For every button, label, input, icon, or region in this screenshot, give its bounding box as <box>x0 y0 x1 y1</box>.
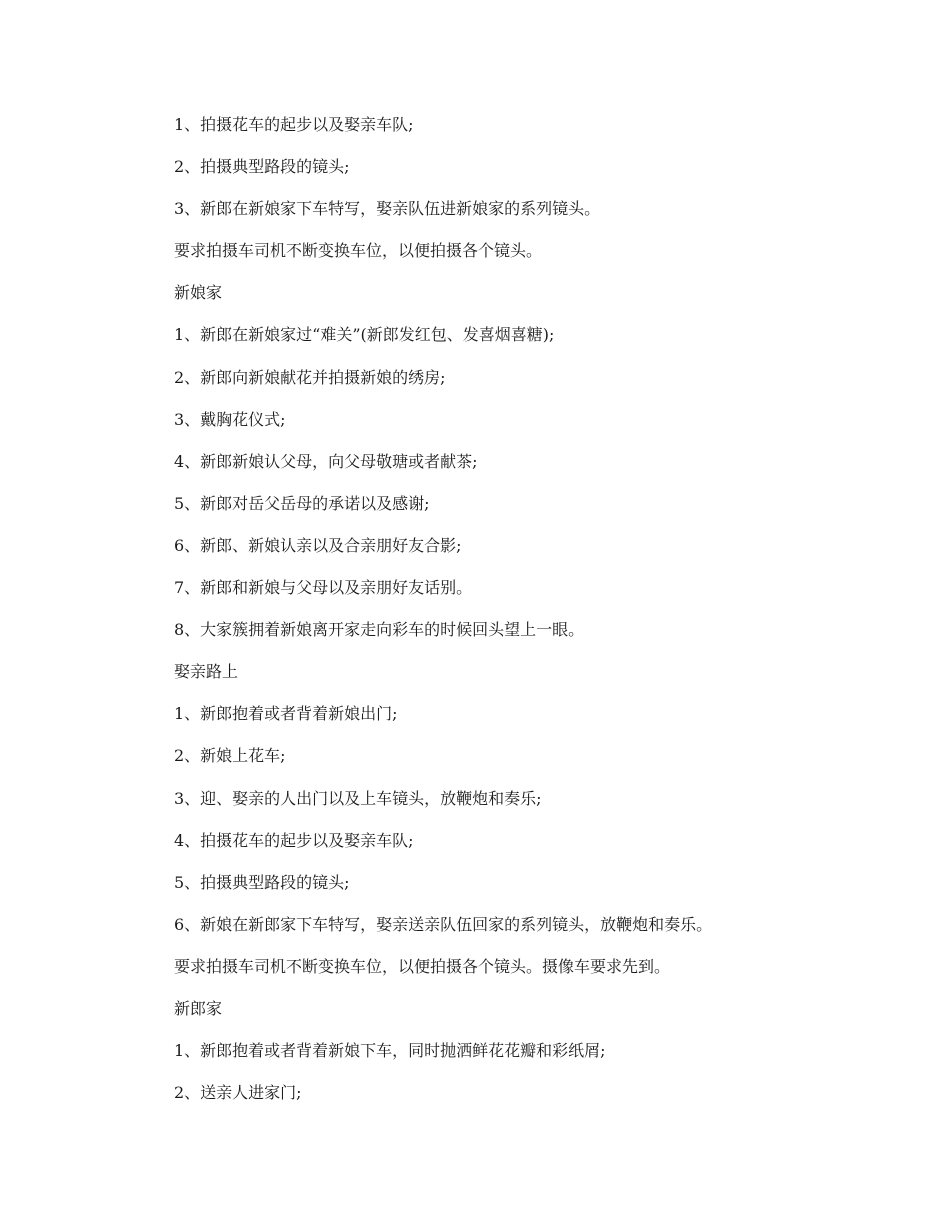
list-item: 1、新郎抱着或者背着新娘下车，同时抛洒鲜花花瓣和彩纸屑; <box>174 1041 606 1061</box>
list-item: 7、新郎和新娘与父母以及亲朋好友话别。 <box>174 578 473 598</box>
list-item: 3、迎、娶亲的人出门以及上车镜头，放鞭炮和奏乐; <box>174 788 542 808</box>
list-item: 8、大家簇拥着新娘离开家走向彩车的时候回头望上一眼。 <box>174 620 585 640</box>
list-item: 2、新郎向新娘献花并拍摄新娘的绣房; <box>174 367 446 387</box>
list-item: 1、新郎在新娘家过“难关”(新郎发红包、发喜烟喜糖); <box>174 325 555 345</box>
section-heading: 娶亲路上 <box>174 662 239 682</box>
list-item: 4、拍摄花车的起步以及娶亲车队; <box>174 830 414 850</box>
list-item: 2、新娘上花车; <box>174 746 286 766</box>
list-item: 3、戴胸花仪式; <box>174 409 286 429</box>
paragraph-text: 要求拍摄车司机不断变换车位，以便拍摄各个镜头。 <box>174 241 543 261</box>
paragraph-text: 要求拍摄车司机不断变换车位，以便拍摄各个镜头。摄像车要求先到。 <box>174 956 671 976</box>
list-item: 5、拍摄典型路段的镜头; <box>174 872 350 892</box>
list-item: 5、新郎对岳父岳母的承诺以及感谢; <box>174 493 430 513</box>
list-item: 6、新郎、新娘认亲以及合亲朋好友合影; <box>174 535 462 555</box>
list-item: 2、送亲人进家门; <box>174 1083 302 1103</box>
list-item: 1、新郎抱着或者背着新娘出门; <box>174 704 398 724</box>
section-heading: 新娘家 <box>174 283 223 303</box>
list-item: 6、新娘在新郎家下车特写，娶亲送亲队伍回家的系列镜头，放鞭炮和奏乐。 <box>174 914 713 934</box>
list-item: 1、拍摄花车的起步以及娶亲车队; <box>174 115 414 134</box>
document-body <box>174 110 894 1120</box>
list-item: 3、新郎在新娘家下车特写，娶亲队伍进新娘家的系列镜头。 <box>174 199 601 219</box>
list-item: 2、拍摄典型路段的镜头; <box>174 157 350 177</box>
section-heading: 新郎家 <box>174 998 223 1018</box>
list-item: 4、新郎新娘认父母，向父母敬瑭或者献茶; <box>174 451 478 471</box>
